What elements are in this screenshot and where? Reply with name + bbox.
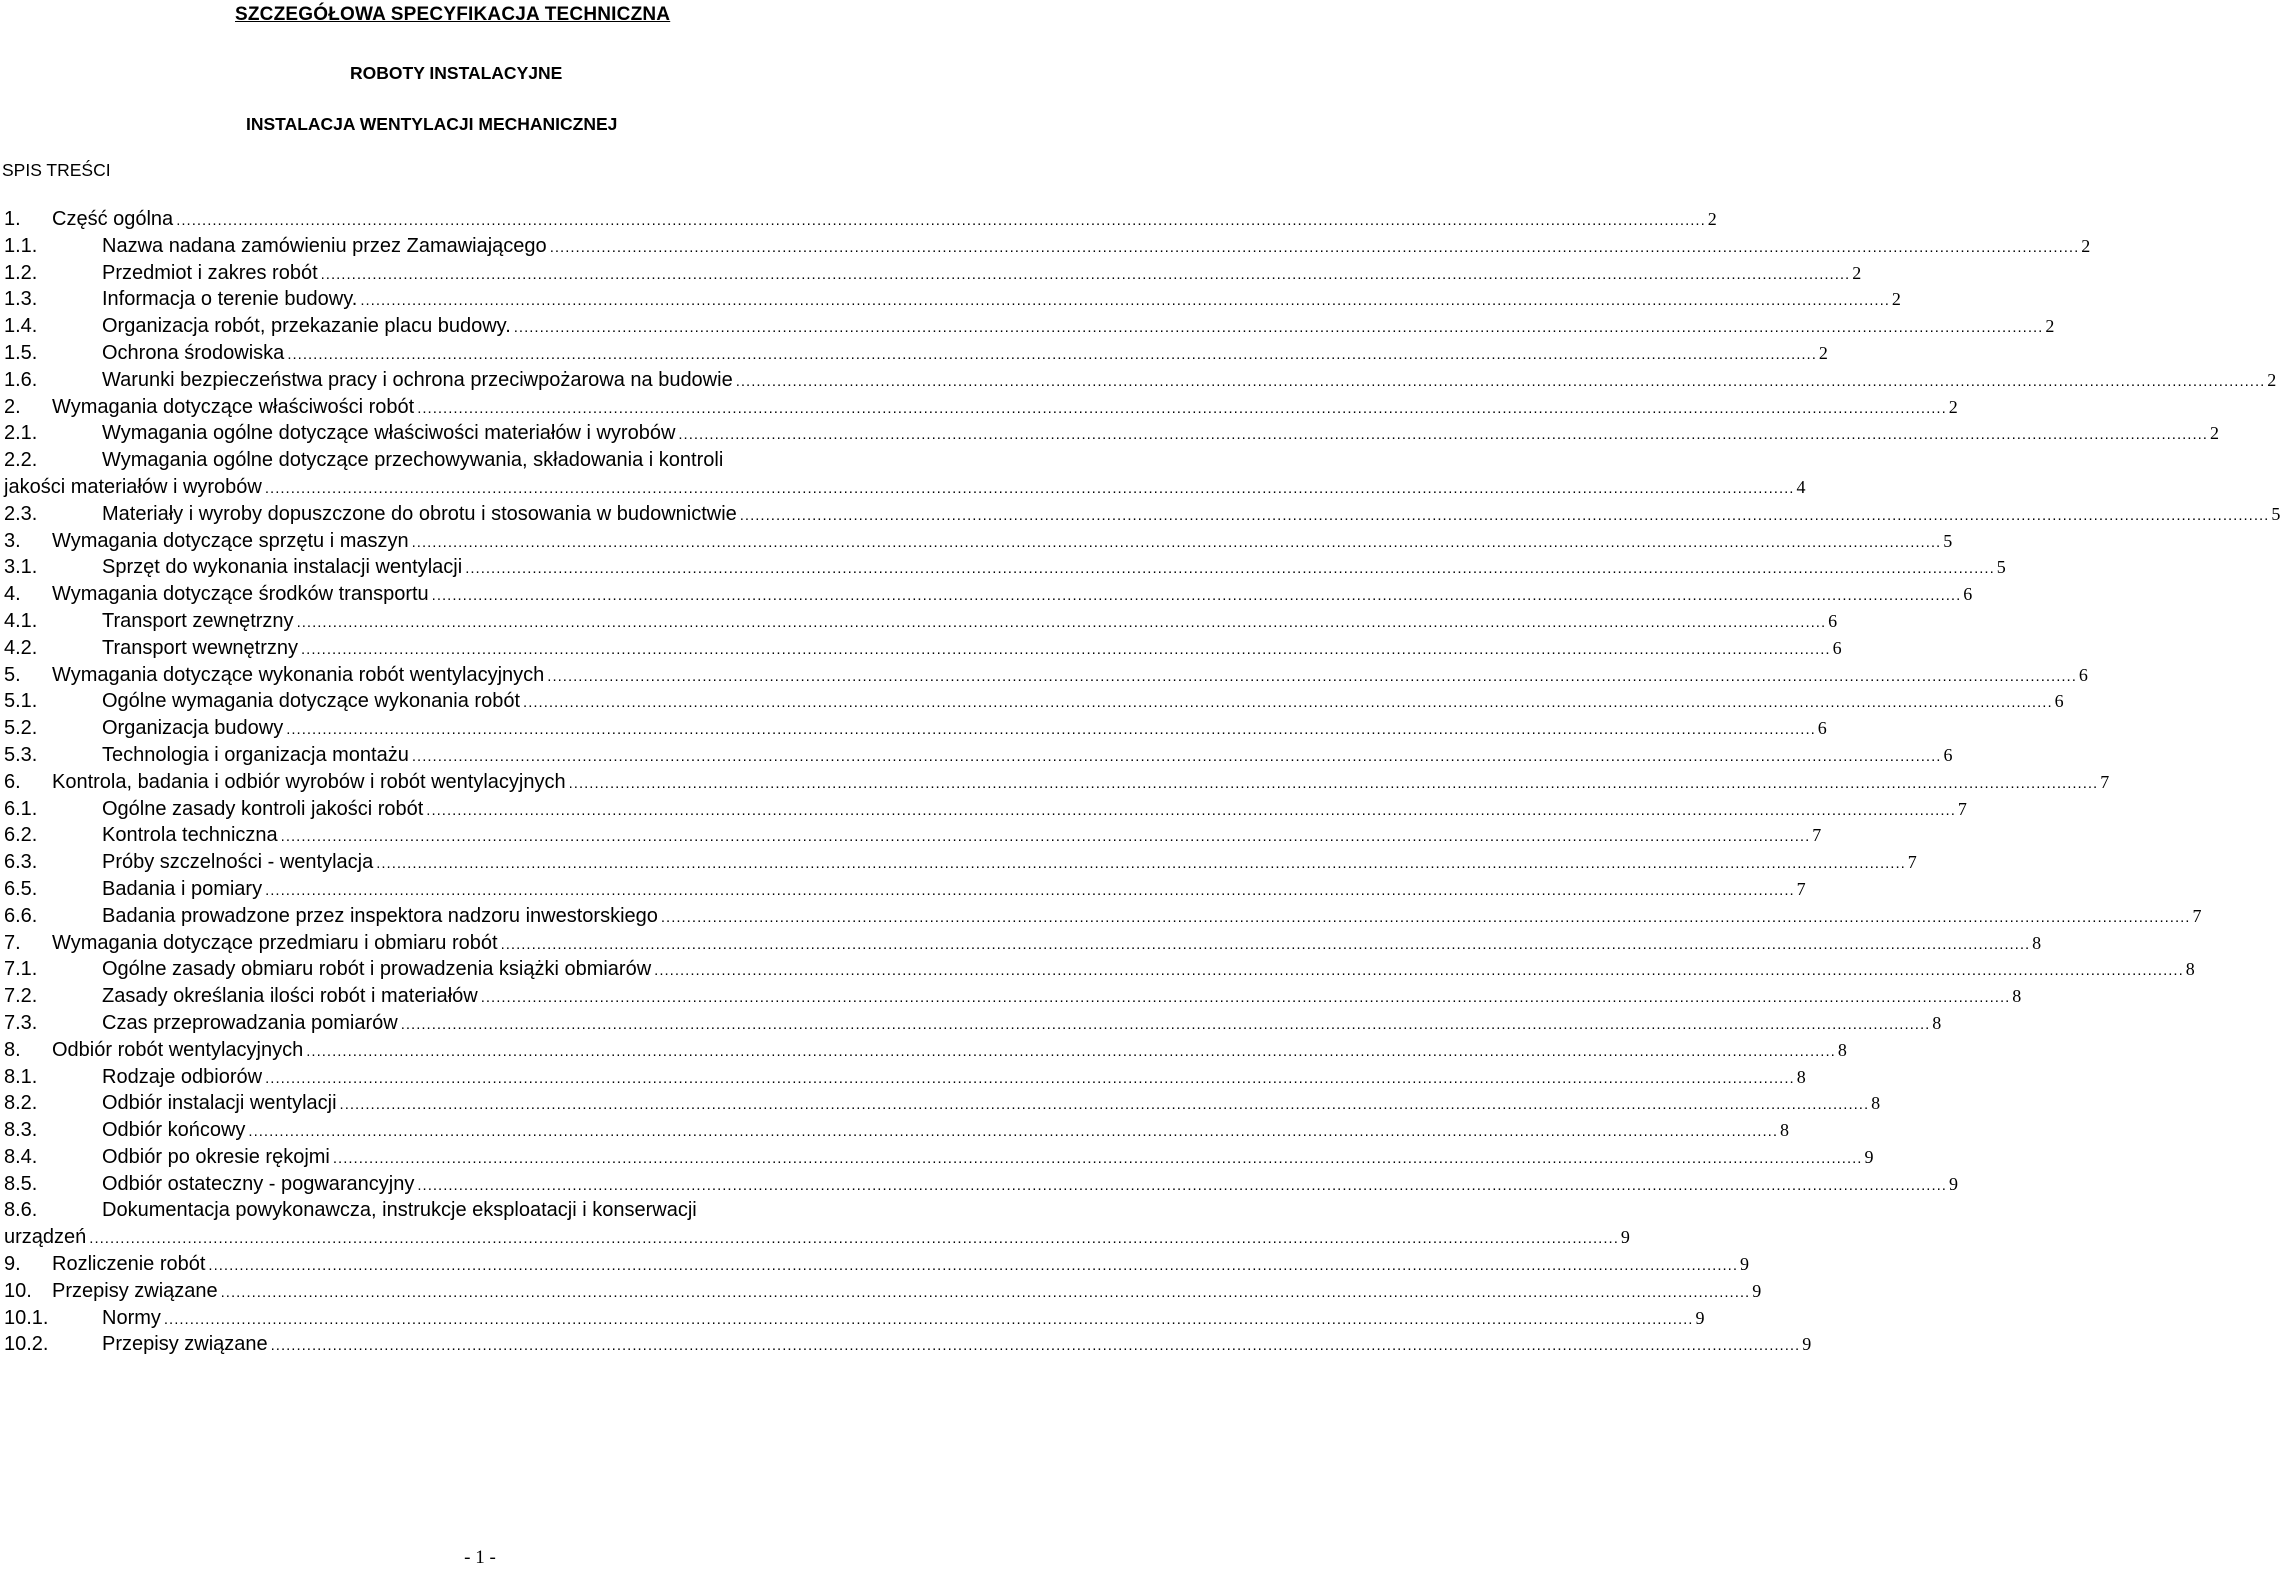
toc-entry-title: Zasady określania ilości robót i materiałów bbox=[102, 985, 478, 1008]
toc-entry-leader bbox=[426, 798, 1956, 825]
toc-entry-leader bbox=[432, 583, 1962, 610]
toc-entry-title: Wymagania dotyczące właściwości robót bbox=[52, 395, 415, 418]
toc-entry-page: 8 bbox=[1779, 1120, 1789, 1141]
toc-entry-leader bbox=[333, 1146, 1863, 1173]
toc-entry-number: 9. bbox=[4, 1253, 21, 1276]
toc-entry[interactable] bbox=[4, 233, 2091, 260]
toc-entry-page: 5 bbox=[1996, 557, 2006, 578]
toc-entry-number: 8.1. bbox=[4, 1065, 38, 1088]
toc-entry-page: 7 bbox=[1812, 825, 1822, 846]
toc-entry-title: Odbiór ostateczny - pogwarancyjny bbox=[102, 1172, 415, 1195]
page-number: - 1 - bbox=[464, 1547, 496, 1568]
toc-entry[interactable] bbox=[4, 1064, 1806, 1091]
document-subtitle-installation: INSTALACJA WENTYLACJI MECHANICZNEJ bbox=[246, 114, 618, 134]
toc-entry[interactable] bbox=[4, 1278, 1762, 1305]
toc-entry-number: 4.2. bbox=[4, 636, 38, 659]
toc-entry[interactable] bbox=[4, 1251, 1749, 1278]
toc-entry[interactable] bbox=[4, 1305, 1705, 1332]
toc-entry-page: 7 bbox=[1957, 798, 1967, 819]
toc-entry[interactable] bbox=[4, 260, 1862, 287]
toc-entry-leader bbox=[271, 1333, 1801, 1360]
toc-entry[interactable] bbox=[4, 367, 2277, 394]
toc-entry-number: 2.1. bbox=[4, 422, 38, 445]
toc-entry[interactable] bbox=[4, 286, 1901, 313]
toc-entry-leader bbox=[523, 690, 2053, 717]
toc-entry-title: Rozliczenie robót bbox=[52, 1253, 206, 1276]
toc-entry-number: 6.6. bbox=[4, 904, 38, 927]
toc-entry-leader bbox=[547, 664, 2077, 691]
toc-entry-page: 6 bbox=[1832, 637, 1842, 658]
toc-entry[interactable] bbox=[4, 501, 2280, 528]
toc-entry-title: Przepisy związane bbox=[102, 1333, 268, 1356]
toc-entry-leader bbox=[281, 824, 1811, 851]
toc-entry-leader bbox=[661, 905, 2191, 932]
toc-entry-page: 7 bbox=[2192, 905, 2202, 926]
toc-entry-page: 7 bbox=[1907, 852, 1917, 873]
toc-entry-leader bbox=[550, 235, 2080, 262]
toc-entry[interactable] bbox=[4, 206, 1717, 233]
toc-entry-leader bbox=[287, 342, 1817, 369]
toc-entry-title: Odbiór końcowy bbox=[102, 1119, 246, 1142]
toc-entry-leader bbox=[297, 610, 1827, 637]
toc-entry-page: 2 bbox=[1852, 262, 1862, 283]
toc-entry-page: 6 bbox=[2054, 691, 2064, 712]
toc-entry-number: 6. bbox=[4, 770, 21, 793]
toc-entry-leader bbox=[501, 932, 2031, 959]
toc-entry-title: Informacja o terenie budowy. bbox=[102, 288, 358, 311]
toc-entry-number: 5.2. bbox=[4, 717, 38, 740]
toc-entry-page: 2 bbox=[1707, 209, 1717, 229]
toc-entry-title: Nazwa nadana zamówieniu przez Zamawiającego bbox=[102, 234, 547, 257]
toc-entry-page: 8 bbox=[1871, 1093, 1881, 1114]
toc-entry-number: 1.2. bbox=[4, 261, 38, 284]
toc-entry[interactable] bbox=[4, 581, 1973, 608]
toc-entry-title: Organizacja budowy bbox=[102, 717, 284, 740]
toc-entry-number: 8. bbox=[4, 1038, 21, 1061]
toc-entry-number: 6.3. bbox=[4, 851, 38, 874]
toc-entry-page: 7 bbox=[2100, 771, 2110, 792]
toc-entry-page: 2 bbox=[1948, 396, 1958, 417]
toc-entry[interactable] bbox=[4, 930, 2042, 957]
toc-entry[interactable] bbox=[4, 742, 1953, 769]
toc-entry-page: 2 bbox=[2267, 369, 2277, 390]
toc-entry-number: 6.5. bbox=[4, 877, 38, 900]
toc-entry-leader bbox=[89, 1226, 1619, 1253]
toc-entry-title: Organizacja robót, przekazanie placu budowy. bbox=[102, 315, 511, 338]
toc-entry-leader bbox=[321, 262, 1851, 289]
toc-entry-page: 2 bbox=[2081, 235, 2091, 256]
toc-entry-title: Technologia i organizacja montażu bbox=[102, 743, 409, 766]
toc-entry-leader bbox=[481, 985, 2011, 1012]
toc-entry-number: 10.2. bbox=[4, 1333, 49, 1356]
toc-entry-title: Odbiór robót wentylacyjnych bbox=[52, 1038, 304, 1061]
toc-entry-title: Czas przeprowadzania pomiarów bbox=[102, 1011, 398, 1034]
toc-entry-number: 8.4. bbox=[4, 1145, 38, 1168]
toc-entry[interactable] bbox=[4, 1144, 1874, 1171]
toc-entry-leader bbox=[678, 422, 2208, 449]
toc-entry[interactable] bbox=[4, 956, 2195, 983]
toc-entry[interactable] bbox=[4, 796, 1967, 823]
toc-entry-leader bbox=[417, 396, 1947, 423]
toc-entry-leader bbox=[221, 1280, 1751, 1307]
toc-entry-page: 9 bbox=[1740, 1254, 1749, 1275]
toc-entry-page: 6 bbox=[1963, 584, 1973, 605]
toc-entry-title: Kontrola, badania i odbiór wyrobów i robót wentylacyjnych bbox=[52, 770, 566, 793]
toc-entry-title: Wymagania ogólne dotyczące przechowywania, składowania i kontroli bbox=[102, 449, 724, 472]
toc-entry[interactable] bbox=[4, 822, 1822, 849]
toc-entry-number: 8.3. bbox=[4, 1119, 38, 1142]
toc-entry-page: 5 bbox=[1943, 530, 1953, 551]
toc-entry[interactable] bbox=[4, 688, 2064, 715]
toc-entry-title: Próby szczelności - wentylacja bbox=[102, 851, 374, 874]
toc-entry[interactable] bbox=[4, 528, 1953, 555]
toc-entry-title: Badania prowadzone przez inspektora nadzoru inwestorskiego bbox=[102, 904, 658, 927]
toc-entry-page: 4 bbox=[1796, 476, 1806, 497]
table-of-contents bbox=[4, 206, 2280, 1358]
toc-entry-page: 8 bbox=[1796, 1066, 1806, 1087]
toc-entry[interactable] bbox=[4, 983, 2022, 1010]
toc-entry[interactable] bbox=[4, 1197, 1630, 1251]
toc-entry-number: 5. bbox=[4, 663, 21, 686]
toc-entry-title: Rodzaje odbiorów bbox=[102, 1065, 263, 1088]
toc-entry-leader bbox=[465, 556, 1995, 583]
toc-entry-title: Transport zewnętrzny bbox=[102, 609, 294, 632]
toc-entry-title: Ogólne wymagania dotyczące wykonania robót bbox=[102, 690, 521, 713]
toc-entry-leader bbox=[265, 476, 1795, 503]
toc-entry-title-continued: jakości materiałów i wyrobów bbox=[4, 475, 262, 498]
toc-entry-title-continued: urządzeń bbox=[4, 1226, 87, 1249]
toc-entry-number: 4. bbox=[4, 583, 21, 606]
toc-entry-number: 8.5. bbox=[4, 1172, 38, 1195]
toc-entry-title: Sprzęt do wykonania instalacji wentylacji bbox=[102, 556, 463, 579]
toc-entry-page: 8 bbox=[2185, 959, 2195, 980]
toc-entry-title: Odbiór po okresie rękojmi bbox=[102, 1145, 330, 1168]
toc-entry-title: Normy bbox=[102, 1306, 161, 1329]
toc-entry-leader bbox=[740, 503, 2270, 530]
toc-entry-title: Ogólne zasady kontroli jakości robót bbox=[102, 797, 424, 820]
toc-heading: SPIS TREŚCI bbox=[2, 160, 111, 180]
toc-entry[interactable] bbox=[4, 1171, 1958, 1198]
toc-entry-leader bbox=[417, 1173, 1947, 1200]
toc-entry-leader bbox=[208, 1253, 1738, 1280]
toc-entry-page: 8 bbox=[1837, 1039, 1847, 1060]
toc-entry[interactable] bbox=[4, 662, 2088, 689]
toc-entry[interactable] bbox=[4, 608, 1838, 635]
toc-entry-page: 2 bbox=[2209, 423, 2219, 444]
toc-entry-page: 9 bbox=[1948, 1173, 1958, 1194]
toc-entry-leader bbox=[164, 1307, 1694, 1334]
toc-entry-number: 7.2. bbox=[4, 985, 38, 1008]
toc-entry-page: 9 bbox=[1752, 1280, 1762, 1301]
toc-entry-leader bbox=[736, 369, 2266, 396]
toc-entry-title: Wymagania dotyczące wykonania robót wentylacyjnych bbox=[52, 663, 545, 686]
toc-entry-page: 6 bbox=[2078, 664, 2088, 685]
toc-entry-title: Dokumentacja powykonawcza, instrukcje eksploatacji i konserwacji bbox=[102, 1199, 697, 1222]
toc-entry-page: 2 bbox=[2045, 316, 2055, 337]
toc-entry-leader bbox=[306, 1039, 1836, 1066]
toc-entry-page: 8 bbox=[2032, 932, 2042, 953]
toc-entry-leader bbox=[412, 744, 1942, 771]
toc-entry[interactable] bbox=[4, 635, 1842, 662]
toc-entry-number: 5.1. bbox=[4, 690, 38, 713]
document-title: SZCZEGÓŁOWA SPECYFIKACJA TECHNICZNA bbox=[235, 4, 671, 25]
toc-entry-page: 8 bbox=[2012, 986, 2022, 1007]
toc-entry-number: 2.3. bbox=[4, 502, 38, 525]
toc-entry-page: 9 bbox=[1620, 1227, 1630, 1248]
toc-entry-number: 1.5. bbox=[4, 341, 38, 364]
toc-entry-number: 1.1. bbox=[4, 234, 38, 257]
toc-entry-number: 7.3. bbox=[4, 1011, 38, 1034]
toc-entry-number: 7. bbox=[4, 931, 21, 954]
toc-entry[interactable] bbox=[4, 1010, 1942, 1037]
toc-entry-leader bbox=[401, 1012, 1931, 1039]
toc-entry-title: Materiały i wyroby dopuszczone do obrotu i stosowania w budownictwie bbox=[102, 502, 737, 525]
toc-entry[interactable] bbox=[4, 876, 1806, 903]
toc-entry-page: 2 bbox=[1818, 342, 1828, 363]
toc-entry[interactable] bbox=[4, 1037, 1847, 1064]
toc-entry-title: Przepisy związane bbox=[52, 1279, 218, 1302]
toc-entry-leader bbox=[569, 771, 2099, 798]
toc-entry-number: 3.1. bbox=[4, 556, 38, 579]
toc-entry-title: Wymagania ogólne dotyczące właściwości materiałów i wyrobów bbox=[102, 422, 676, 445]
toc-entry-title: Wymagania dotyczące przedmiaru i obmiaru robót bbox=[52, 931, 498, 954]
toc-entry-page: 6 bbox=[1817, 718, 1827, 739]
toc-entry[interactable] bbox=[4, 1090, 1881, 1117]
toc-entry-title: Odbiór instalacji wentylacji bbox=[102, 1092, 337, 1115]
toc-entry-leader bbox=[340, 1092, 1870, 1119]
toc-entry-number: 6.2. bbox=[4, 824, 38, 847]
toc-entry[interactable] bbox=[4, 340, 1828, 367]
toc-entry-number: 2. bbox=[4, 395, 21, 418]
toc-entry[interactable] bbox=[4, 903, 2202, 930]
toc-entry-page: 5 bbox=[2271, 503, 2280, 524]
toc-entry-page: 9 bbox=[1802, 1334, 1812, 1355]
toc-entry-number: 7.1. bbox=[4, 958, 38, 981]
toc-entry-title: Ogólne zasady obmiaru robót i prowadzenia książki obmiarów bbox=[102, 958, 652, 981]
toc-entry-leader bbox=[301, 637, 1831, 664]
toc-entry-page: 6 bbox=[1828, 610, 1838, 631]
toc-entry-number: 4.1. bbox=[4, 609, 38, 632]
toc-entry-leader bbox=[376, 851, 1906, 878]
toc-entry-title: Transport wewnętrzny bbox=[102, 636, 298, 659]
toc-entry-title: Warunki bezpieczeństwa pracy i ochrona przeciwpożarowa na budowie bbox=[102, 368, 733, 391]
toc-entry-number: 5.3. bbox=[4, 743, 38, 766]
toc-entry-number: 3. bbox=[4, 529, 21, 552]
toc-entry[interactable] bbox=[4, 849, 1917, 876]
toc-entry-page: 9 bbox=[1864, 1146, 1874, 1167]
toc-entry-leader bbox=[248, 1119, 1778, 1146]
toc-entry-leader bbox=[286, 717, 1816, 744]
toc-entry-title: Wymagania dotyczące środków transportu bbox=[52, 583, 429, 606]
toc-entry[interactable] bbox=[4, 394, 1958, 421]
toc-entry-number: 8.2. bbox=[4, 1092, 38, 1115]
toc-entry-leader bbox=[265, 1066, 1795, 1093]
toc-entry[interactable] bbox=[4, 447, 1806, 501]
toc-entry-number: 10.1. bbox=[4, 1306, 49, 1329]
toc-entry[interactable] bbox=[4, 1331, 1812, 1358]
toc-entry-number: 1.3. bbox=[4, 288, 38, 311]
toc-entry-title: Przedmiot i zakres robót bbox=[102, 261, 318, 284]
toc-entry-title: Część ogólna bbox=[52, 208, 174, 230]
toc-entry-leader bbox=[360, 288, 1890, 315]
toc-entry-title: Ochrona środowiska bbox=[102, 341, 285, 364]
toc-entry-number: 8.6. bbox=[4, 1199, 38, 1222]
toc-entry[interactable] bbox=[4, 313, 2055, 340]
toc-entry-number: 10. bbox=[4, 1279, 32, 1302]
toc-entry-title: Kontrola techniczna bbox=[102, 824, 278, 847]
toc-entry-page: 9 bbox=[1695, 1307, 1705, 1328]
toc-entry-page: 7 bbox=[1796, 878, 1806, 899]
toc-entry-title: Wymagania dotyczące sprzętu i maszyn bbox=[52, 529, 409, 552]
toc-entry-leader bbox=[514, 315, 2044, 342]
toc-entry-leader bbox=[412, 530, 1942, 557]
toc-entry-leader bbox=[176, 208, 1706, 235]
toc-entry[interactable] bbox=[4, 769, 2110, 796]
toc-entry-number: 1. bbox=[4, 208, 21, 230]
toc-entry-number: 6.1. bbox=[4, 797, 38, 820]
toc-entry-number: 1.6. bbox=[4, 368, 38, 391]
toc-entry[interactable] bbox=[4, 420, 2219, 447]
toc-entry-page: 6 bbox=[1943, 744, 1953, 765]
toc-entry-title: Badania i pomiary bbox=[102, 877, 263, 900]
toc-entry-number: 1.4. bbox=[4, 315, 38, 338]
toc-entry[interactable] bbox=[4, 715, 1827, 742]
toc-entry-page: 8 bbox=[1932, 1012, 1942, 1033]
toc-entry-leader bbox=[654, 958, 2184, 985]
toc-entry[interactable] bbox=[4, 1117, 1789, 1144]
toc-entry-page: 2 bbox=[1891, 289, 1901, 310]
toc-entry[interactable] bbox=[4, 554, 2006, 581]
document-subtitle-works: ROBOTY INSTALACYJNE bbox=[350, 63, 563, 83]
toc-entry-leader bbox=[265, 878, 1795, 905]
toc-entry-number: 2.2. bbox=[4, 449, 38, 472]
